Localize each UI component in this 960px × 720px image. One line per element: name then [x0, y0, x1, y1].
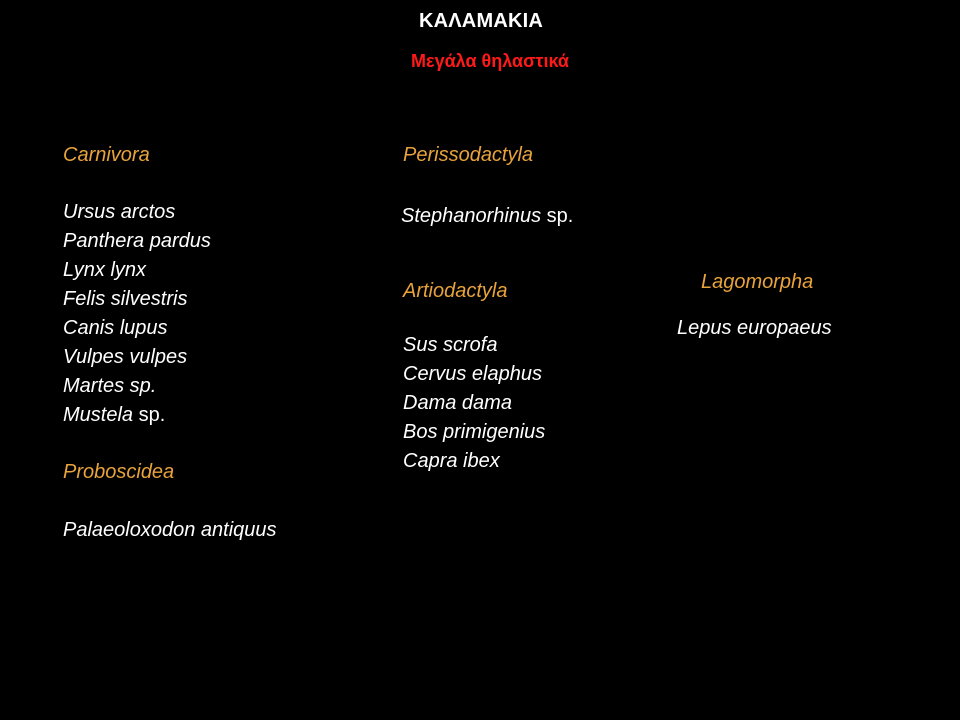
species-qualifier: sp. — [133, 404, 166, 426]
list-item — [63, 518, 277, 542]
list-item — [63, 285, 211, 314]
list-item — [403, 331, 545, 360]
species-name: Bos primigenius — [403, 421, 546, 443]
list-item — [63, 256, 211, 285]
group-heading-proboscidea: Proboscidea — [63, 461, 175, 483]
species-qualifier: sp. — [541, 205, 574, 227]
list-item — [63, 314, 211, 343]
list-item — [63, 198, 211, 227]
list-item — [63, 343, 211, 372]
list-item — [403, 418, 545, 447]
species-name: Sus scrofa — [403, 334, 498, 356]
group-heading-perissodactyla: Perissodactyla — [403, 144, 534, 166]
species-name: Capra ibex — [403, 450, 500, 472]
species-name: Ursus arctos — [63, 201, 176, 223]
group-heading-carnivora: Carnivora — [63, 144, 150, 166]
species-name: Mustela — [63, 404, 134, 426]
species-name: Lynx lynx — [63, 259, 147, 281]
slide-subtitle: Μεγάλα θηλαστικά — [411, 51, 569, 71]
species-name: Cervus elaphus — [403, 363, 542, 385]
group-heading-lagomorpha: Lagomorpha — [701, 271, 814, 293]
list-item — [403, 389, 545, 418]
list-item — [63, 227, 211, 256]
species-name: Canis lupus — [63, 317, 168, 339]
species-name: Martes sp. — [63, 375, 157, 397]
species-name: Felis silvestris — [63, 288, 188, 310]
species-name: Palaeoloxodon antiquus — [63, 519, 277, 541]
species-name: Lepus europaeus — [677, 317, 832, 339]
list-item — [63, 401, 211, 430]
slide-title: ΚΑΛΑΜΑΚΙΑ — [418, 10, 544, 32]
species-name: Stephanorhinus — [401, 205, 542, 227]
species-name: Dama dama — [403, 392, 512, 414]
species-name: Vulpes vulpes — [63, 346, 188, 368]
group-heading-artiodactyla: Artiodactyla — [403, 280, 508, 302]
list-item — [401, 204, 573, 228]
list-item — [403, 447, 545, 476]
list-item — [63, 372, 211, 401]
species-name: Panthera pardus — [63, 230, 211, 252]
list-item — [677, 316, 832, 340]
species-list-artiodactyla — [403, 331, 545, 476]
list-item — [403, 360, 545, 389]
species-list-carnivora — [63, 198, 211, 430]
